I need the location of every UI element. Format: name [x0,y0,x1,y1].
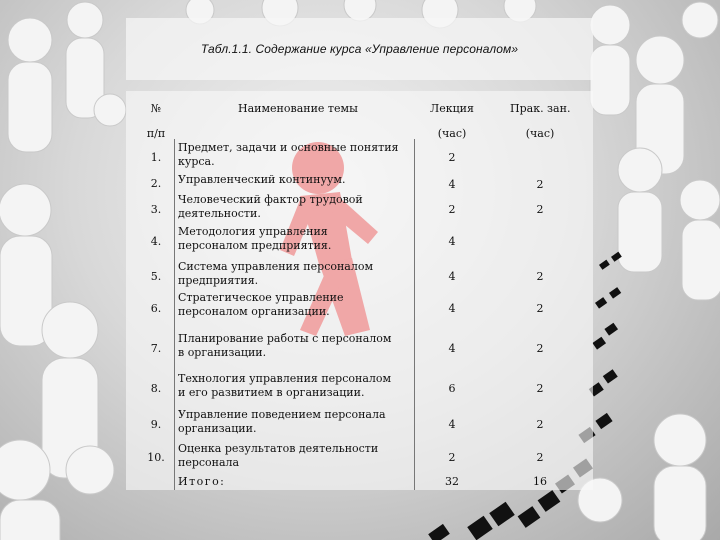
column-rule [414,139,415,490]
header-lecture: Лекция [430,102,474,115]
topic-name: организации. [178,422,257,435]
lecture-hours: 2 [448,203,456,216]
topic-name: Стратегическое управление [178,291,344,304]
practice-hours: 2 [536,270,544,283]
header-lecture-unit: (час) [437,127,467,140]
topic-name: в организации. [178,346,267,359]
lecture-hours: 4 [448,235,456,248]
lecture-hours: 2 [448,151,456,164]
practice-hours: 2 [536,382,544,395]
practice-hours: 2 [536,342,544,355]
total-label: Итого: [178,475,226,488]
row-number: 6. [150,302,162,315]
course-content-table [126,91,593,490]
row-number: 8. [150,382,162,395]
header-name: Наименование темы [238,102,358,115]
topic-name: Предмет, задачи и основные понятия [178,141,399,154]
topic-name: персонала [178,456,240,469]
topic-name: Система управления персоналом [178,260,374,273]
topic-name: курса. [178,155,215,168]
topic-name: Управление поведением персонала [178,408,386,421]
row-number: 7. [150,342,162,355]
column-rule [174,139,175,490]
header-practice-unit: (час) [525,127,555,140]
header-num: № [150,102,162,115]
practice-hours: 2 [536,178,544,191]
topic-name: Человеческий фактор трудовой [178,193,363,206]
practice-hours: 2 [536,418,544,431]
topic-name: персоналом предприятия. [178,239,332,252]
practice-hours: 2 [536,203,544,216]
topic-name: предприятия. [178,274,259,287]
row-number: 2. [150,177,162,190]
row-number: 1. [150,151,162,164]
row-number: 4. [150,235,162,248]
lecture-hours: 4 [448,418,456,431]
row-number: 5. [150,270,162,283]
practice-hours: 2 [536,302,544,315]
lecture-hours: 6 [448,382,456,395]
title-panel [126,18,593,80]
lecture-hours: 4 [448,302,456,315]
total-practice-hours: 16 [533,475,547,488]
lecture-hours: 4 [448,270,456,283]
topic-name: деятельности. [178,207,261,220]
topic-name: Оценка результатов деятельности [178,442,379,455]
row-number: 9. [150,418,162,431]
lecture-hours: 2 [448,451,456,464]
header-num-sub: п/п [146,127,166,140]
row-number: 10. [147,451,165,464]
row-number: 3. [150,203,162,216]
topic-name: Управленческий континуум. [178,173,346,186]
topic-name: и его развитием в организации. [178,386,365,399]
topic-name: Технология управления персоналом [178,372,392,385]
lecture-hours: 4 [448,342,456,355]
topic-name: Методология управления [178,225,328,238]
table-title: Табл.1.1. Содержание курса «Управление персоналом» [200,42,519,56]
practice-hours: 2 [536,451,544,464]
total-lecture-hours: 32 [445,475,459,488]
lecture-hours: 4 [448,178,456,191]
header-practice: Прак. зан. [510,102,571,115]
topic-name: Планирование работы с персоналом [178,332,392,345]
topic-name: персоналом организации. [178,305,330,318]
